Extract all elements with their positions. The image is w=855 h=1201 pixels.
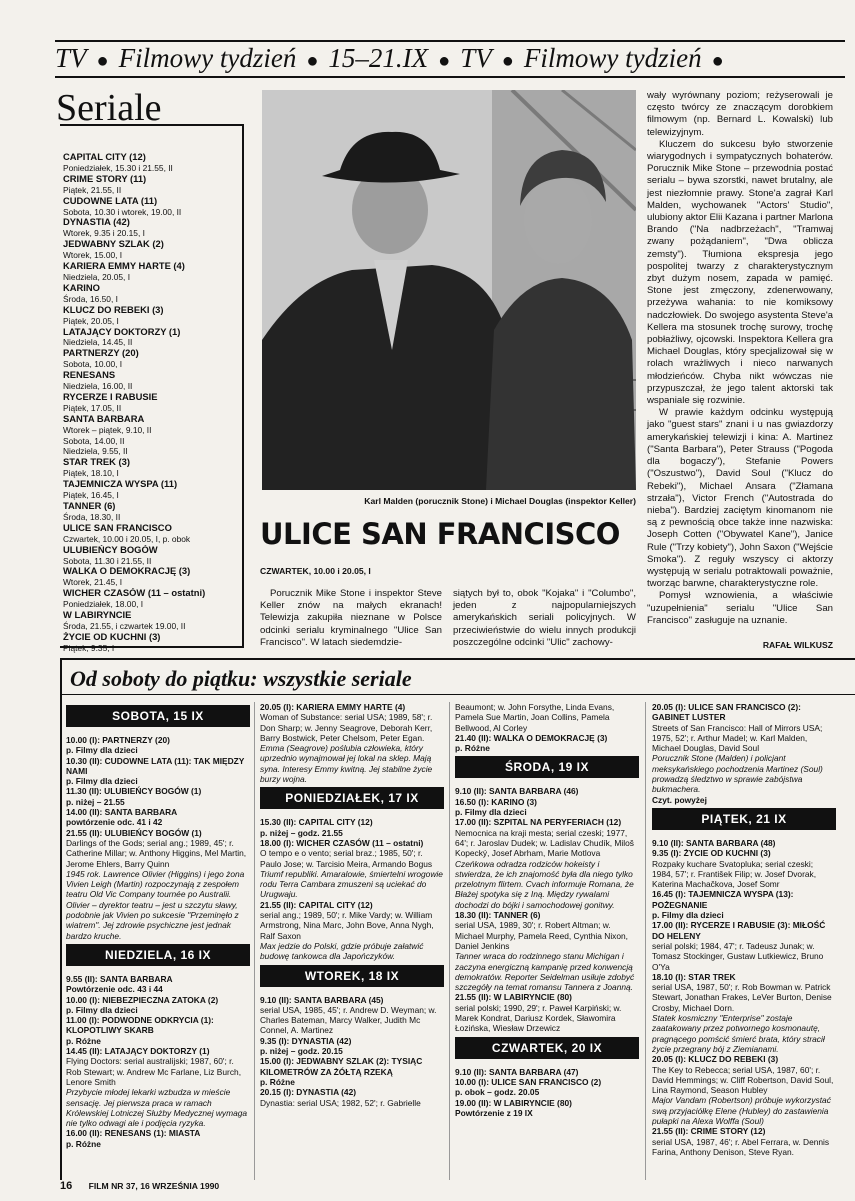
programme-entry: 14.00 (II): SANTA BARBARA — [66, 807, 178, 818]
seriale-item-time: Środa, 18.30, II — [63, 511, 121, 522]
programme-synopsis: 1945 rok. Lawrence Olivier (Higgins) i jego żona Vivien Leigh (Martin) rozpoczynają z zespołem teatru Old Vic Company tournée po Australii. Olivier – dyrektor teatru – jest u szczytu sławy, podobnie jak Vivien po sukcesie "Przeminęło z wiatrem". Jej zdrowie psychiczne jest jednak bardzo kruche. — [66, 868, 245, 941]
seriale-item-title: CAPITAL CITY (12) — [63, 152, 146, 162]
programme-entry: 21.40 (II): WALKA O DEMOKRACJĘ (3) — [455, 732, 608, 743]
article-signature: RAFAŁ WILKUSZ — [762, 640, 833, 650]
schedule-col-3 — [455, 702, 639, 1186]
seriale-item-title: DYNASTIA (42) — [63, 217, 130, 228]
day-header: ŚRODA, 19 IX — [455, 756, 639, 778]
article-paragraph: Pomysł wznowienia, a właściwie "uzupełnienia" serialu "Ulice San Francisco" zasługuje na uznanie. — [647, 590, 833, 626]
seriale-item-time: Piątek, 16.45, I — [63, 490, 119, 501]
programme-synopsis: Major Vandam (Robertson) próbuje wykorzystać swą przyjaciółkę Elene (Hubley) do zastawienia pułapki na Alexa Wolffa (Soul) — [652, 1095, 831, 1126]
seriale-item-title: CUDOWNE LATA (11) — [63, 195, 158, 206]
programme-credits: serial polski; 1990, 29'; r. Paweł Karpiński; w. Marek Kondrat, Dariusz Kordek, Sławomira Łozińska, Wiesław Drzewicz — [455, 1002, 622, 1034]
programme-credits: serial polski; 1984, 47'; r. Tadeusz Junak; w. Tomasz Stockinger, Gustaw Lutkiewicz, Bruno O'Ya — [652, 940, 824, 972]
programme-entry: p. Filmy dla dzieci — [66, 745, 138, 756]
seriale-item-time: Wtorek – piątek, 9.10, II — [63, 424, 152, 435]
programme-entry: p. Różne — [260, 1076, 295, 1087]
seriale-item-title: PARTNERZY (20) — [63, 348, 139, 359]
programme-entry: p. obok – godz. 20.05 — [455, 1087, 540, 1098]
seriale-item-time: Niedziela, 9.55, II — [63, 446, 128, 457]
page-footer — [60, 1180, 219, 1192]
programme-entry: 15.00 (I): JEDWABNY SZLAK (2): TYSIĄC KILOMETRÓW ZA ŻÓŁTĄ RZEKĄ — [260, 1056, 423, 1077]
seriale-item-title: WALKA O DEMOKRACJĘ (3) — [63, 566, 191, 577]
article-paragraph: wały wyrównany poziom; reżyserowali je często twórcy ze znaczącym dorobkiem filmowym (np. Bernard L. Kowalski) lub telewizyjnym. — [647, 90, 833, 138]
programme-credits: serial USA, 1987, 46'; r. Abel Ferrara, w. Dennis Farina, Anthony Denison, Steve Ryan. — [652, 1136, 830, 1157]
seriale-item-time: Piątek, 20.05, I — [63, 315, 119, 326]
programme-entry: 20.05 (I): KLUCZ DO REBEKI (3) — [652, 1054, 779, 1065]
programme-credits: Dynastia: serial USA; 1982, 52'; r. Gabrielle — [260, 1097, 421, 1108]
page-number: 16 — [60, 1180, 73, 1192]
masthead-part: TV — [55, 44, 87, 73]
programme-credits: serial USA, 1989, 30'; r. Robert Altman; w. Michael Murphy, Pamela Reed, Cynthia Nixon, Daniel Jenkins — [455, 920, 629, 951]
seriale-item-title: SANTA BARBARA — [63, 413, 145, 424]
programme-credits: O tempo e o vento; serial braz.; 1985, 50'; r. Paulo Jose; w. Tarcisio Meira, Armando Bogus — [260, 848, 433, 869]
programme-entry: Powtórzenie odc. 43 i 44 — [66, 984, 163, 995]
seriale-item-title: RENESANS — [63, 370, 116, 381]
seriale-item-time: Środa, 16.50, I — [63, 293, 118, 304]
programme-credits: Beaumont; w. John Forsythe, Linda Evans, Pamela Sue Martin, Joan Collins, Pamela Bellwood, Al Corley — [455, 702, 615, 733]
article-photo — [262, 90, 636, 490]
article-paragraph: W prawie każdym odcinku występują jako "guest stars" znani i u nas gwiazdorzy amerykańskiej telewizji i kina: A. Martinez ("Santa Barbara"), Peter Strauss ("Pogoda dla bogaczy"), Stefanie Powers ("Oszustwo"), David Soul ("Klucz do Rebeki"), Michael Ansara ("Złamana strzała"), Victor French ("Autostrada do nieba"). Bardziej zaciętym kinomanom nie są z pewnością obce także inne nazwiska: Joseph Cotten ("Obywatel Kane"), Janice Rule ("Trzy kobiety"), John Saxon ("Wejście Smoka"). Z reguły wszyscy ci aktorzy występują w serialu potraktowali poważnie, tworząc barwne, charakterystyczne role. — [647, 407, 833, 590]
programme-credits: Flying Doctors: serial australijski; 1987, 60'; r. Rob Stewart; w. Andrew Mc Farlane, Liz Burch, Lenore Smith — [66, 1056, 242, 1087]
photo-caption: Karl Malden (porucznik Stone) i Michael Douglas (inspektor Keller) — [364, 496, 636, 506]
programme-credits: serial USA, 1985, 45'; r. Andrew D. Weyman; w. Charles Bateman, Marcy Walker, Judith Mc Connel, A. Martinez — [260, 1004, 437, 1036]
masthead-bullet: ● — [438, 50, 451, 72]
day-header: CZWARTEK, 20 IX — [455, 1037, 639, 1059]
programme-entry: p. Filmy dla dzieci — [455, 807, 527, 818]
masthead-part: 15–21.IX — [328, 44, 429, 73]
programme-synopsis: Porucznik Stone (Malden) i policjant meksykańskiego pochodzenia Martinez (Soul) prowadzą śledztwo w sprawie zabójstwa bukmachera. — [652, 753, 823, 795]
programme-entry: powtórzenie odc. 41 i 42 — [66, 817, 163, 828]
seriale-item-title: KARIERA EMMY HARTE (4) — [63, 261, 185, 272]
day-header: PIĄTEK, 21 IX — [652, 808, 836, 830]
day-header: PONIEDZIAŁEK, 17 IX — [260, 787, 444, 809]
seriale-item-time: Niedziela, 16.00, II — [63, 381, 133, 392]
seriale-list — [63, 152, 241, 654]
seriale-item-title: KLUCZ DO REBEKI (3) — [63, 304, 164, 315]
programme-credits: serial USA, 1987, 50'; r. Rob Bowman w. Patrick Stewart, Jonathan Frakes, LeVer Burton, Denise Crosby, Michael Dorn. — [652, 982, 832, 1013]
programme-credits: Nemocnica na kraji mesta; serial czeski; 1977, 64'; r. Jaroslav Dudek; w. Ladislav Chudík, Miloš Kopecký, Josef Abrham, Marie Motlova — [455, 827, 634, 859]
seriale-item-time: Piątek, 17.05, II — [63, 402, 122, 413]
programme-entry: 18.30 (II): TANNER (6) — [455, 910, 541, 921]
schedule-col-2 — [260, 702, 444, 1186]
programme-entry: 9.10 (II): SANTA BARBARA (48) — [652, 837, 776, 848]
seriale-title: Seriale — [56, 87, 162, 129]
programme-entry: 10.00 (I): NIEBEZPIECZNA ZATOKA (2) — [66, 994, 219, 1005]
issue-info: FILM NR 37, 16 WRZEŚNIA 1990 — [88, 1181, 220, 1191]
programme-entry: 16.50 (I): KARINO (3) — [455, 796, 537, 807]
programme-entry: 18.00 (I): WICHER CZASÓW (11 – ostatni) — [260, 837, 424, 848]
programme-entry: 9.55 (II): SANTA BARBARA — [66, 973, 173, 984]
programme-entry: 17.00 (II): SZPITAL NA PERYFERIACH (12) — [455, 817, 622, 828]
article-dateline: CZWARTEK, 10.00 i 20.05, I — [260, 566, 371, 576]
programme-entry: 16.00 (II): RENESANS (1): MIASTA — [66, 1128, 201, 1139]
seriale-item-title: W LABIRYNCIE — [63, 610, 132, 621]
programme-synopsis: Czeńkowa odradza rodziców hokeisty i stwierdza, że ich znajomość była dla niego tylko przelotnym flirtem. Cvach informuje Romana, że Błażej spotyka się z Iną. Między rywalami dochodzi do bójki i samochodowej gonitwy. — [455, 858, 634, 910]
seriale-item-time: Piątek, 21.55, II — [63, 184, 122, 195]
article-col-1: Porucznik Mike Stone i inspektor Steve Keller znów na małych ekranach! Telewizja zakupiła nieznane w Polsce odcinki serialu kryminalnego "Ulice San Francisco". W latach siedemdzie- — [260, 588, 442, 648]
schedule-col-1 — [66, 702, 250, 1186]
programme-credits: Woman of Substance: serial USA; 1989, 58'; r. Don Sharp; w. Jenny Seagrove, Deborah Kerr, Barry Bostwick, Peter Chelsom, Peter Egan. — [260, 712, 433, 743]
programme-credits: Streets of San Francisco: Hall of Mirrors USA; 1975, 52'; r. Arthur Madel; w. Karl Malden, Michael Douglas, David Soul — [652, 722, 823, 754]
seriale-item-title: CRIME STORY (11) — [63, 173, 147, 184]
programme-synopsis: Przybycie młodej lekarki wzbudza w mieście sensację. Jej pierwsza praca w ramach Królewskiej Lotniczej Służby Medycznej wymaga nie tylko odwagi ale i podjęcia ryzyka. — [66, 1087, 248, 1129]
seriale-item-title: TAJEMNICZA WYSPA (11) — [63, 479, 178, 490]
programme-synopsis: Tanner wraca do rodzinnego stanu Michigan i zaczyna energiczną kampanię przed konwencją demokratów. Reporter Seidelman usiłuje zdobyć szczegóły na temat romansu Tannera z Joanną. — [455, 951, 635, 993]
programme-entry: p. Filmy dla dzieci — [66, 776, 138, 787]
seriale-item-title: ULUBIEŃCY BOGÓW — [63, 544, 158, 555]
masthead-part: Filmowy tydzień — [523, 44, 702, 73]
programme-entry: p. Filmy dla dzieci — [66, 1004, 138, 1015]
masthead-bullet: ● — [306, 50, 319, 72]
seriale-item-title: WICHER CZASÓW (11 – ostatni) — [63, 588, 206, 599]
programme-entry: 21.55 (II): W LABIRYNCIE (80) — [455, 992, 572, 1003]
seriale-item-time: Niedziela, 14.45, II — [63, 337, 133, 348]
programme-synopsis: Emma (Seagrove) poślubia człowieka, który uprzednio wynajmował jej lokal na sklep. Mają syna. Interesy Emmy kwitną. Jej stabilne życie burzy wojna. — [260, 743, 433, 785]
seriale-item-title: KARINO — [63, 282, 100, 293]
masthead-part: Filmowy tydzień — [118, 44, 297, 73]
seriale-item-title: JEDWABNY SZLAK (2) — [63, 239, 164, 250]
programme-credits: The Key to Rebecca; serial USA, 1987, 60'; r. David Hemmings; w. Cliff Robertson, David Soul, Lina Raymond, Season Hubley — [652, 1064, 834, 1096]
programme-entry: Czyt. powyżej — [652, 794, 707, 805]
programme-entry: 16.45 (I): TAJEMNICZA WYSPA (13): POŻEGNANIE — [652, 889, 794, 910]
programme-entry: 21.55 (II): CRIME STORY (12) — [652, 1126, 766, 1137]
day-header: NIEDZIELA, 16 IX — [66, 944, 250, 966]
programme-entry: 15.30 (II): CAPITAL CITY (12) — [260, 817, 373, 828]
programme-entry: 18.10 (I): STAR TREK — [652, 971, 736, 982]
programme-entry: p. Różne — [455, 743, 490, 754]
programme-entry: 9.10 (II): SANTA BARBARA (46) — [455, 786, 579, 797]
seriale-item-title: TANNER (6) — [63, 501, 116, 511]
programme-entry: 11.00 (I): PODWODNE ODKRYCIA (1): KLOPOTLIWY SKARB — [66, 1015, 214, 1036]
masthead-bullet: ● — [96, 50, 109, 72]
programme-entry: 20.05 (I): KARIERA EMMY HARTE (4) — [260, 702, 406, 712]
seriale-item-title: RYCERZE I RABUSIE — [63, 391, 158, 402]
programme-entry: 17.00 (II): RYCERZE I RABUSIE (3): MIŁOŚĆ DO HELENY — [652, 920, 826, 941]
seriale-item-time: Sobota, 14.00, II — [63, 435, 125, 446]
seriale-item-time: Piątek, 18.10, I — [63, 468, 119, 479]
masthead-bullet: ● — [711, 50, 724, 72]
seriale-item-time: Wtorek, 15.00, I — [63, 250, 123, 261]
schedule-title: Od soboty do piątku: wszystkie seriale — [70, 666, 412, 691]
programme-entry: 20.05 (I): ULICE SAN FRANCISCO (2): GABINET LUSTER — [652, 702, 801, 723]
day-header: SOBOTA, 15 IX — [66, 705, 250, 727]
programme-entry: 10.00 (I): ULICE SAN FRANCISCO (2) — [455, 1076, 602, 1087]
seriale-item-time: Sobota, 11.30 i 21.55, II — [63, 555, 152, 566]
programme-entry: p. Różne — [66, 1035, 101, 1046]
masthead — [55, 44, 845, 74]
seriale-item-time: Czwartek, 10.00 i 20.05, I, p. obok — [63, 533, 191, 544]
programme-entry: p. Filmy dla dzieci — [652, 910, 724, 921]
seriale-item-title: ULICE SAN FRANCISCO — [63, 522, 172, 533]
seriale-item-time: Wtorek, 21.45, I — [63, 577, 123, 588]
article-headline: ULICE SAN FRANCISCO — [260, 517, 620, 551]
seriale-item-time: Środa, 21.55, i czwartek 19.00, II — [63, 620, 186, 631]
article-paragraph: Kluczem do sukcesu było stworzenie wiarygodnych i sympatycznych bohaterów. Porucznik Mike Stone – przewodnia postać serialu – bywa szorstki, nawet brutalny, ale jest niezłomnie prawy. Stone'a zagrał Karl Malden, wychowanek "Actors' Studio", ulubiony aktor Elii Kazana i partner Marlona Brando ("Na nadbrzeżach", "Tramwaj zwany pożądaniem", "Dwa oblicza zemsty"). Tłumiona ekspresja jego pospolitej twarzy z charakterystycznym zbyt dużym nosem, zapada w pamięć. Stone jest zmęczony, zdenerwowany, przeżywa wahania: to nie komiksowy nadczłowiek. Do swojego asystenta Steve'a Kellera ma stosunek trochę surowy, trochę pobłażliwy, ojcowski. Inspektora Kellera gra Michael Douglas, który specjalizował się w rolach wrażliwych i nieco narwanych młodzieńców. Chyba nikt wówczas nie przypuszczał, że jego talent aktorski tak wspaniale się rozwinie. — [647, 138, 833, 407]
article-col-2: siątych był to, obok "Kojaka" i "Columbo", jeden z najpopularniejszych amerykańskich seriali policyjnych. W przeciwieństwie do wielu innych produkcji poszczególne odcinki "Ulic" zachowy- — [453, 588, 636, 648]
programme-entry: 10.00 (I): PARTNERZY (20) — [66, 735, 170, 745]
seriale-item-title: ŻYCIE OD KUCHNI (3) — [63, 631, 161, 642]
programme-entry: 21.55 (II): CAPITAL CITY (12) — [260, 899, 373, 910]
programme-credits: Rozpaky kuchare Svatopluka; serial czeski; 1984, 57'; r. František Filip; w. Josef Dvorak, Katerina Machačkova, Josef Somr — [652, 858, 817, 890]
seriale-item-time: Piątek, 9.35, I — [63, 642, 115, 653]
seriale-item-time: Sobota, 10.00, I — [63, 359, 123, 370]
programme-entry: 19.00 (II): W LABIRYNCIE (80) — [455, 1097, 572, 1108]
seriale-item-time: Poniedziałek, 15.30 i 21.55, II — [63, 162, 173, 173]
programme-entry: 14.45 (II): LATAJĄCY DOKTORZY (1) — [66, 1046, 210, 1057]
programme-entry: 9.10 (II): SANTA BARBARA (45) — [260, 994, 384, 1005]
programme-entry: 9.10 (II): SANTA BARBARA (47) — [455, 1066, 579, 1077]
programme-credits: serial ang.; 1989, 50'; r. Mike Vardy; w. William Armstrong, Nina Marc, John Bove, Anna Nygh, Ralf Saxon — [260, 910, 434, 941]
seriale-item-time: Wtorek, 9.35 i 20.15, I — [63, 228, 145, 239]
masthead-bullet: ● — [501, 50, 514, 72]
day-header: WTOREK, 18 IX — [260, 965, 444, 987]
programme-entry: 11.30 (II): ULUBIEŃCY BOGÓW (1) — [66, 786, 202, 797]
seriale-item-time: Niedziela, 20.05, I — [63, 271, 131, 282]
seriale-item-title: STAR TREK (3) — [63, 457, 131, 468]
programme-entry: 21.55 (II): ULUBIEŃCY BOGÓW (1) — [66, 827, 202, 838]
programme-entry: p. niżej – godz. 20.15 — [260, 1046, 343, 1057]
programme-entry: 9.35 (I): ŻYCIE OD KUCHNI (3) — [652, 848, 771, 859]
programme-entry: p. niżej – godz. 21.55 — [260, 827, 343, 838]
programme-entry: 10.30 (II): CUDOWNE LATA (11): TAK MIĘDZY NAMI — [66, 755, 245, 776]
programme-synopsis: Triumf republiki. Amaralowie, śmiertelni wrogowie rodu Terra Cambara zmuszeni są uciekać do Urugwaju. — [260, 868, 443, 900]
programme-synopsis: Max jedzie do Polski, gdzie próbuje załatwić budowę tankowca dla Japończyków. — [260, 940, 424, 962]
programme-entry: p. niżej – 21.55 — [66, 796, 125, 807]
seriale-item-title: LATAJĄCY DOKTORZY (1) — [63, 326, 181, 337]
schedule-col-4 — [652, 702, 836, 1186]
programme-entry: 20.15 (I): DYNASTIA (42) — [260, 1087, 357, 1098]
programme-synopsis: Statek kosmiczny "Enterprise" zostaje zaatakowany przez potwornego kosmonautę, pragnącego pomścić śmierć brata, który stracił życie przegrany bój z Ziemianami. — [652, 1013, 825, 1054]
programme-entry: 9.35 (I): DYNASTIA (42) — [260, 1035, 352, 1046]
programme-entry: Powtórzenie z 19 IX — [455, 1107, 533, 1118]
seriale-item-time: Sobota, 10.30 i wtorek, 19.00, II — [63, 206, 182, 217]
programme-entry: p. Różne — [66, 1138, 101, 1149]
article-col-3 — [647, 90, 833, 627]
seriale-item-time: Poniedziałek, 18.00, I — [63, 599, 144, 610]
masthead-part: TV — [460, 44, 492, 73]
programme-credits: Darlings of the Gods; serial ang.; 1989, 45'; r. Catherine Millar; w. Anthony Higgins, Mel Martin, Jerome Ehlers, Barry Quinn — [66, 837, 247, 869]
